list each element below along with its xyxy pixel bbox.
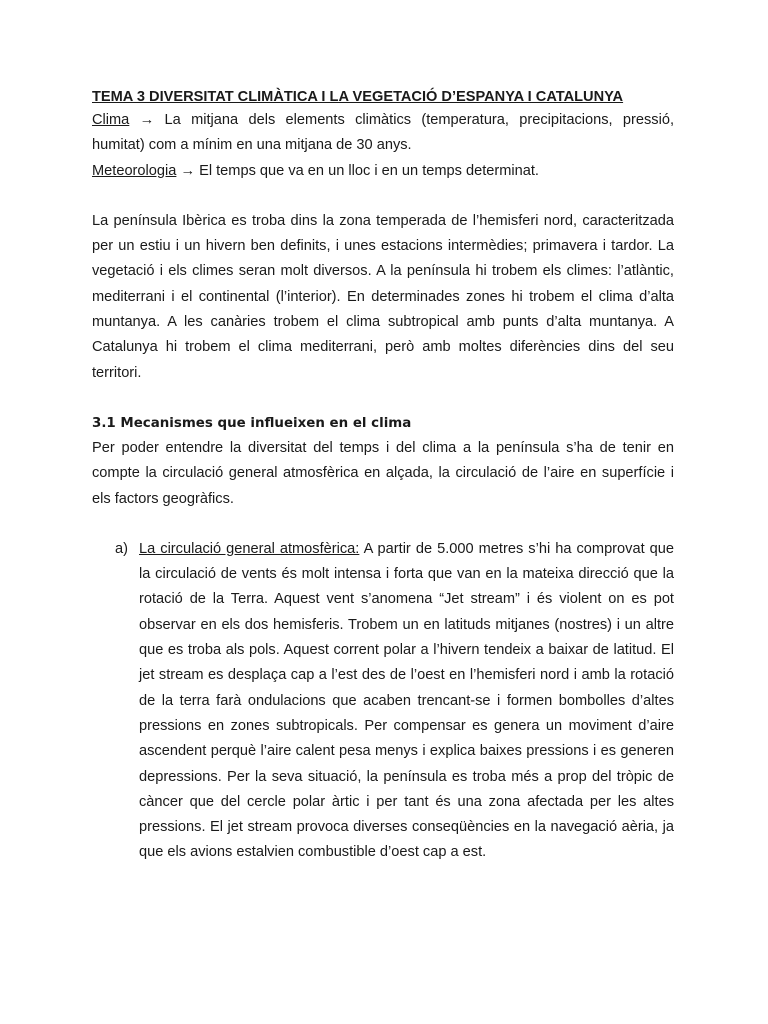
definition-text: La mitjana dels elements climàtics (temperatura, precipitacions, pressió, humitat) com a mínim en una mitjana de 30 anys. <box>92 112 674 154</box>
spacer <box>92 386 674 411</box>
list-item-text: A partir de 5.000 metres s’hi ha comprovat que la circulació de vents és molt intensa i forta que van en la mateixa direcció que la rotació de la Terra. Aquest vent s’anomena “Jet stream” i és violent on es pot observar en els dos hemisferis. Trobem un en latituds mitjanes (nostres) i un altre que es troba als pols. Aquest corrent polar a l’hivern tendeix a baixar de latitud. El jet stream es desplaça cap a l’est des de l’oest en l’hemisferi nord i amb la rotació de la terra farà ondulacions que acaben trencant-se i formen bombolles d’altes pressions en zones subtropicals. Per compensar es genera un moviment d’aire ascendent perquè l’aire calent pesa menys i explica baixes pressions i es generen depressions. Per la seva situació, la península es troba més a prop del tròpic de càncer que del cercle polar àrtic i per tant és una zona afectada per les altes pressions. El jet stream provoca diverses conseqüències en la navegació aèria, ja que els avions estalvien combustible d’oest cap a est. <box>139 540 675 861</box>
definition-term: Meteorologia <box>92 162 177 179</box>
list-item-term: La circulació general atmosfèrica: <box>139 540 360 557</box>
definition-meteorologia <box>92 159 674 184</box>
list-marker: a) <box>115 540 128 557</box>
list-item <box>115 537 675 866</box>
document-title: TEMA 3 DIVERSITAT CLIMÀTICA I LA VEGETACIÓ D’ESPANYA I CATALUNYA <box>92 89 624 105</box>
arrow-icon: → <box>180 162 196 179</box>
spacer <box>92 512 674 537</box>
definition-text: El temps que va en un lloc i en un temps determinat. <box>199 162 539 179</box>
section-paragraph: Per poder entendre la diversitat del temps i del clima a la península s’ha de tenir en compte la circulació general atmosfèrica en alçada, la circulació de l’aire en superfície i els factors geogràfics. <box>92 439 674 507</box>
definition-term: Clima <box>92 112 130 128</box>
intro-paragraph: La península Ibèrica es troba dins la zona temperada de l’hemisferi nord, caracteritzada per un estiu i un hivern ben definits, i unes estacions intermèdies; primavera i tardor. La vegetació i els climes seran molt diversos. A la península hi trobem els climes: l’atlàntic, mediterrani i el continental (l’interior). En determinades zones hi trobem el clima d’alta muntanya. A les canàries trobem el clima subtropical amb punts d’alta muntanya. A Catalunya hi trobem el clima mediterrani, però amb moltes diferències dins del seu territori. <box>92 212 674 381</box>
arrow-icon: → <box>139 112 155 128</box>
spacer <box>92 184 674 209</box>
definition-clima <box>92 108 674 159</box>
document-page <box>92 86 674 866</box>
section-heading: 3.1 Mecanismes que influeixen en el clima <box>92 415 412 431</box>
